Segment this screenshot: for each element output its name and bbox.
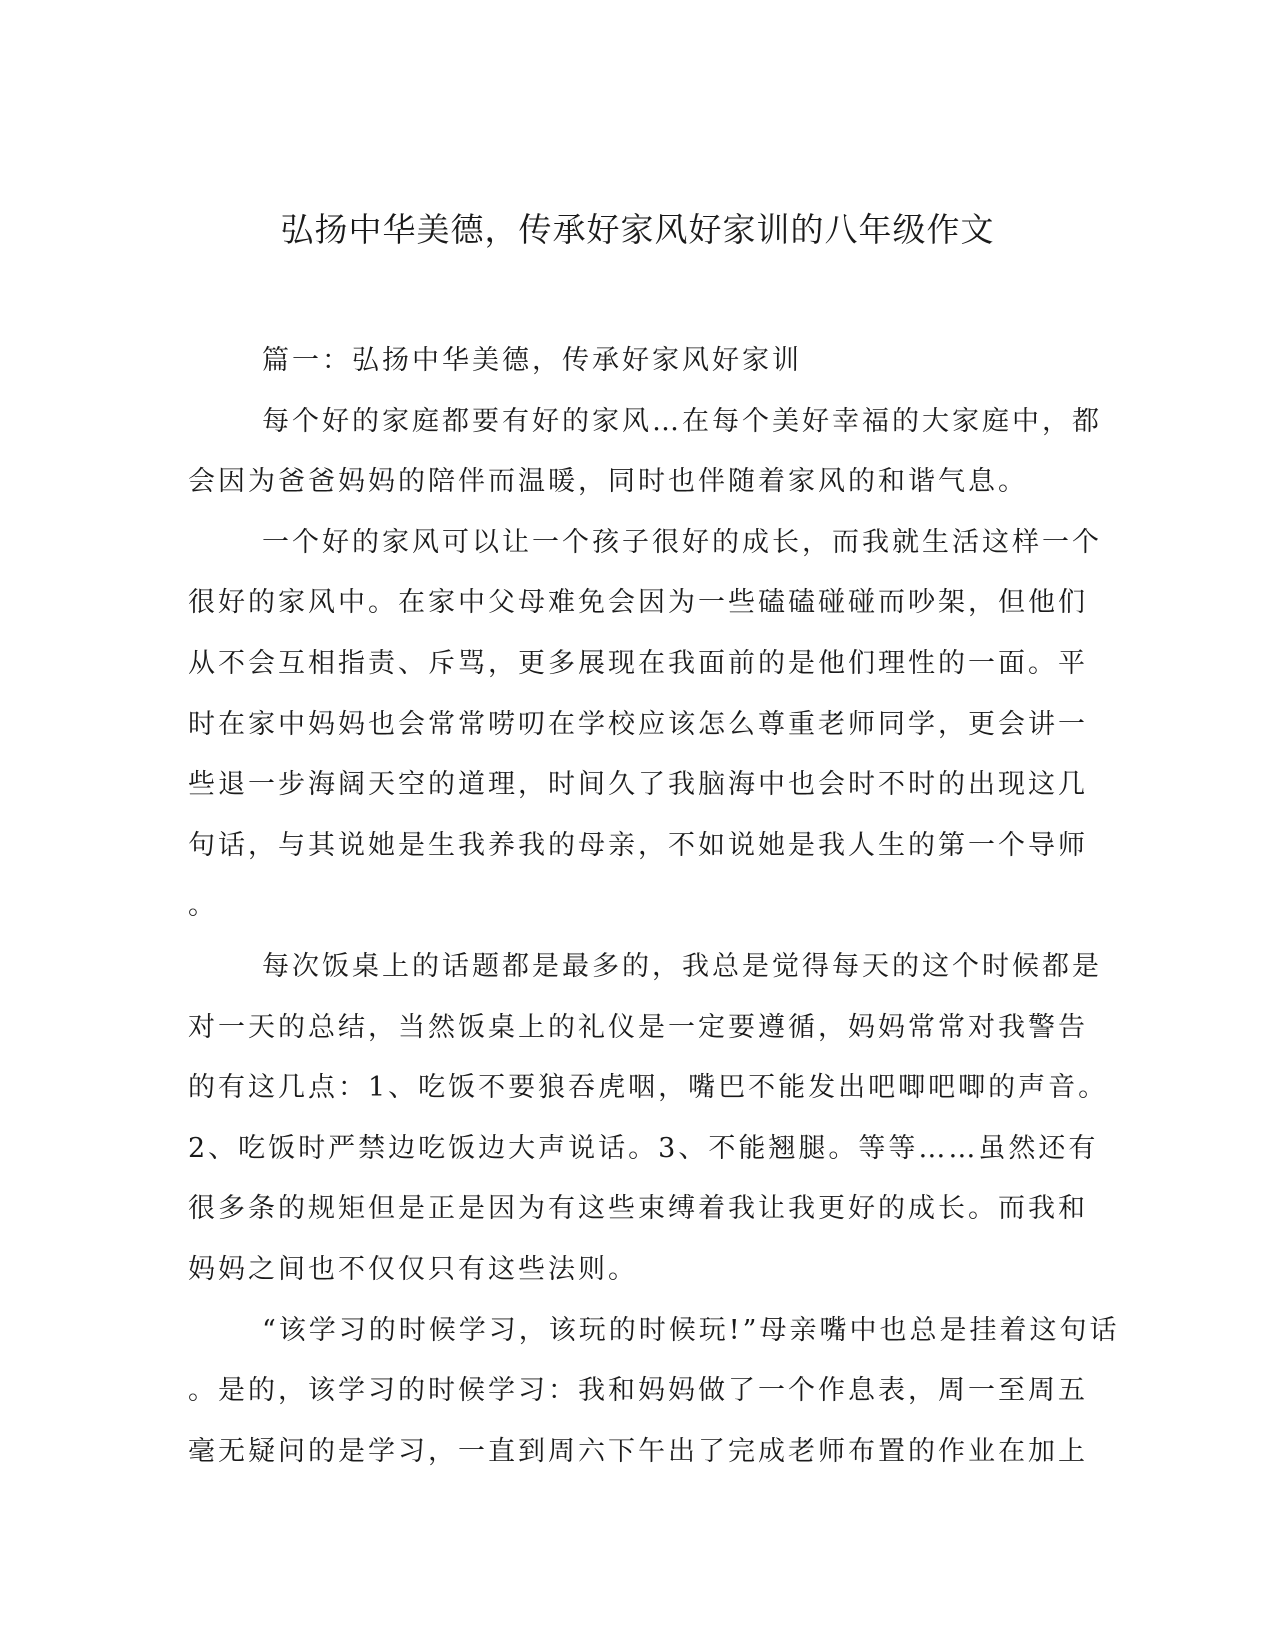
- text-line: 很多条的规矩但是正是因为有这些束缚着我让我更好的成长。而我和: [188, 1193, 1088, 1225]
- text-line: 妈妈之间也不仅仅只有这些法则。: [188, 1253, 638, 1285]
- text-line: 毫无疑问的是学习，一直到周六下午出了完成老师布置的作业在加上: [188, 1435, 1088, 1467]
- text-line: 篇一：弘扬中华美德，传承好家风好家训: [262, 345, 802, 376]
- text-line: 会因为爸爸妈妈的陪伴而温暖，同时也伴随着家风的和谐气息。: [188, 466, 1028, 498]
- text-line: 。: [188, 890, 218, 922]
- text-line: 每次饭桌上的话题都是最多的，我总是觉得每天的这个时候都是: [262, 950, 1102, 982]
- text-line: 些退一步海阔天空的道理，时间久了我脑海中也会时不时的出现这几: [188, 769, 1088, 801]
- text-line: 很好的家风中。在家中父母难免会因为一些磕磕碰碰而吵架，但他们: [188, 587, 1088, 619]
- text-line: 。是的，该学习的时候学习：我和妈妈做了一个作息表，周一至周五: [188, 1375, 1088, 1407]
- text-line: 一个好的家风可以让一个孩子很好的成长，而我就生活这样一个: [262, 526, 1102, 558]
- document-body: [188, 331, 1120, 1482]
- text-line: 每个好的家庭都要有好的家风…在每个美好幸福的大家庭中，都: [262, 405, 1102, 437]
- text-line: 对一天的总结，当然饭桌上的礼仪是一定要遵循，妈妈常常对我警告: [188, 1011, 1088, 1043]
- text-line: “该学习的时候学习，该玩的时候玩!”母亲嘴中也总是挂着这句话: [262, 1314, 1120, 1346]
- text-line: 从不会互相指责、斥骂，更多展现在我面前的是他们理性的一面。平: [188, 647, 1088, 679]
- text-line: 时在家中妈妈也会常常唠叨在学校应该怎么尊重老师同学，更会讲一: [188, 708, 1088, 740]
- document-title: 弘扬中华美德，传承好家风好家训的八年级作文: [280, 210, 995, 249]
- text-line: 的有这几点：1、吃饭不要狼吞虎咽，嘴巴不能发出吧唧吧唧的声音。: [188, 1072, 1109, 1104]
- text-line: 2、吃饭时严禁边吃饭边大声说话。3、不能翘腿。等等……虽然还有: [188, 1132, 1099, 1164]
- text-line: 句话，与其说她是生我养我的母亲，不如说她是我人生的第一个导师: [188, 829, 1088, 861]
